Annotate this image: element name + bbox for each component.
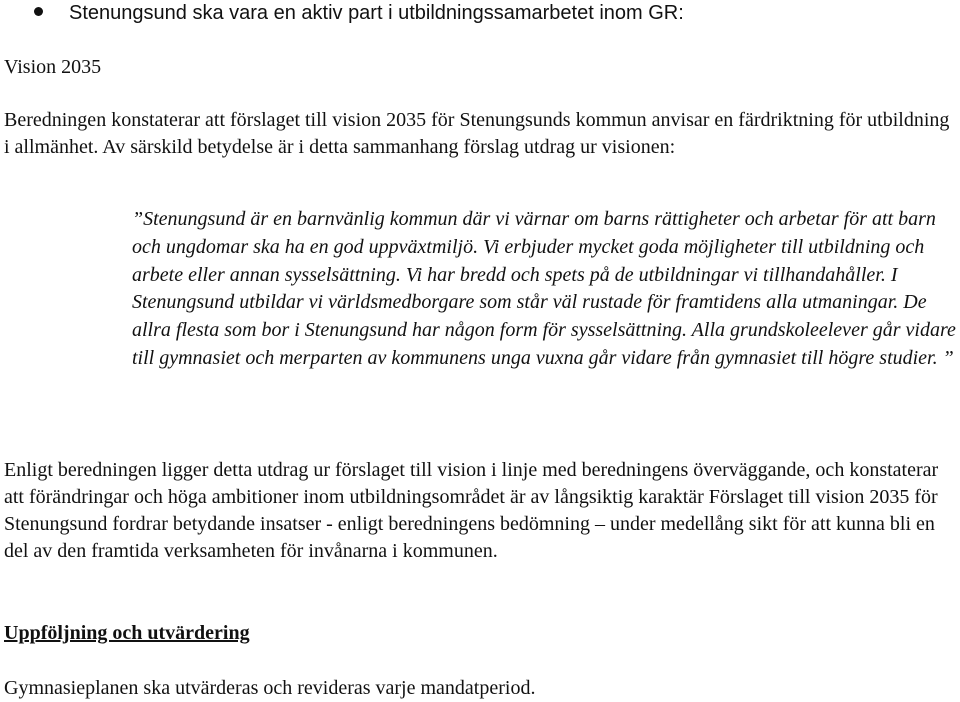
- paragraph-assessment: Enligt beredningen ligger detta utdrag ur förslaget till vision i linje med beredningens överväggande, och konstaterar att förändringar och höga ambitioner inom utbildningsområdet är av långsiktig karaktär Förslaget till vision 2035 för Stenungsund fordrar betydande insatser - enligt beredningens bedömning – under medellång sikt för att kunna bli en del av den framtida verksamheten för invånarna i kommunen.: [4, 459, 939, 562]
- vision-quote: ”Stenungsund är en barnvänlig kommun där vi värnar om barns rättigheter och arbetar för att barn och ungdomar ska ha en god uppväxtmiljö. Vi erbjuder mycket goda möjligheter till utbildning och arbete eller annan sysselsättning. Vi har bredd och spets på de utbildningar vi tillhandahåller. I Stenungsund utbildar vi världsmedborgare som står väl rustade för framtidens alla utmaningar. De allra flesta som bor i Stenungsund har någon form för sysselsättning. Alla grundskoleelever går vidare till gymnasiet och merparten av kommunens unga vuxna går vidare från gymnasiet till högre studier. ”: [132, 208, 956, 369]
- paragraph-vision-intro: Beredningen konstaterar att förslaget till vision 2035 för Stenungsunds kommun anvisar en färdriktning för utbildning i allmänhet. Av särskild betydelse är i detta sammanhang förslag utdrag ur visionen:: [4, 109, 950, 158]
- vision-heading: Vision 2035: [4, 56, 102, 78]
- followup-heading: Uppföljning och utvärdering: [4, 622, 250, 644]
- paragraph-followup: Gymnasieplanen ska utvärderas och revideras varje mandatperiod.: [4, 677, 536, 699]
- bullet-text: Stenungsund ska vara en aktiv part i utbildningssamarbetet inom GR:: [69, 2, 684, 24]
- bullet-item: [34, 0, 684, 26]
- bullet-icon: [34, 7, 43, 16]
